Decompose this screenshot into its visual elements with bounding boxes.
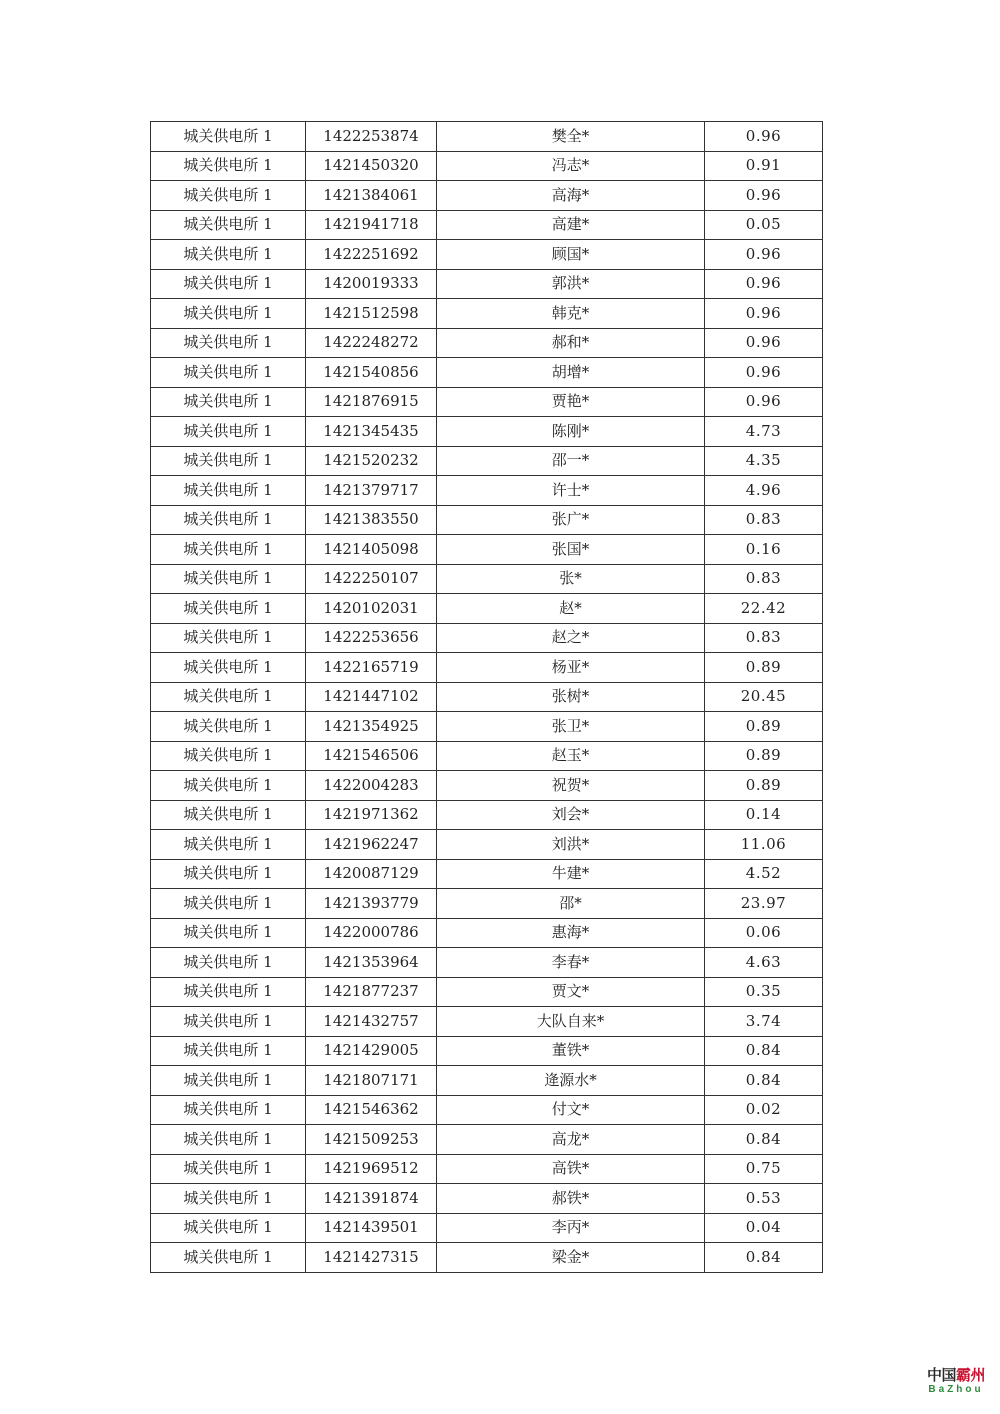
amount-cell: 0.84: [705, 1036, 823, 1066]
customer-name-cell: 贾文*: [437, 977, 705, 1007]
amount-cell: 4.73: [705, 417, 823, 447]
table-row: [151, 328, 823, 358]
table-row: [151, 859, 823, 889]
amount-cell: 4.96: [705, 476, 823, 506]
customer-name-cell: 逄源水*: [437, 1066, 705, 1096]
table-row: [151, 564, 823, 594]
account-number-cell: 1421345435: [306, 417, 437, 447]
station-cell: 城关供电所 1: [151, 269, 306, 299]
account-number-cell: 1421971362: [306, 800, 437, 830]
station-cell: 城关供电所 1: [151, 682, 306, 712]
table-row: [151, 1243, 823, 1273]
account-number-cell: 1421876915: [306, 387, 437, 417]
table-row: [151, 122, 823, 152]
station-cell: 城关供电所 1: [151, 1036, 306, 1066]
account-number-cell: 1420102031: [306, 594, 437, 624]
amount-cell: 0.75: [705, 1154, 823, 1184]
account-number-cell: 1422248272: [306, 328, 437, 358]
watermark-chinese-text: [922, 1366, 990, 1384]
customer-name-cell: 张广*: [437, 505, 705, 535]
table-row: [151, 889, 823, 919]
station-cell: 城关供电所 1: [151, 151, 306, 181]
station-cell: 城关供电所 1: [151, 1213, 306, 1243]
account-number-cell: 1421354925: [306, 712, 437, 742]
table-row: [151, 623, 823, 653]
amount-cell: 0.06: [705, 918, 823, 948]
table-row: [151, 594, 823, 624]
account-number-cell: 1421877237: [306, 977, 437, 1007]
amount-cell: 4.63: [705, 948, 823, 978]
station-cell: 城关供电所 1: [151, 594, 306, 624]
station-cell: 城关供电所 1: [151, 446, 306, 476]
amount-cell: 11.06: [705, 830, 823, 860]
station-cell: 城关供电所 1: [151, 564, 306, 594]
amount-cell: 0.84: [705, 1125, 823, 1155]
customer-name-cell: 冯志*: [437, 151, 705, 181]
station-cell: 城关供电所 1: [151, 741, 306, 771]
account-number-cell: 1421432757: [306, 1007, 437, 1037]
table-row: [151, 151, 823, 181]
amount-cell: 0.91: [705, 151, 823, 181]
station-cell: 城关供电所 1: [151, 948, 306, 978]
account-number-cell: 1421379717: [306, 476, 437, 506]
customer-name-cell: 张树*: [437, 682, 705, 712]
account-number-cell: 1421509253: [306, 1125, 437, 1155]
amount-cell: 0.84: [705, 1066, 823, 1096]
customer-name-cell: 张卫*: [437, 712, 705, 742]
account-number-cell: 1421405098: [306, 535, 437, 565]
account-number-cell: 1421391874: [306, 1184, 437, 1214]
account-number-cell: 1421384061: [306, 181, 437, 211]
amount-cell: 22.42: [705, 594, 823, 624]
account-number-cell: 1421546362: [306, 1095, 437, 1125]
station-cell: 城关供电所 1: [151, 417, 306, 447]
table-row: [151, 476, 823, 506]
customer-name-cell: 高建*: [437, 210, 705, 240]
amount-cell: 0.96: [705, 181, 823, 211]
account-number-cell: 1421393779: [306, 889, 437, 919]
watermark-text-china: 中国: [926, 1366, 956, 1384]
station-cell: 城关供电所 1: [151, 1095, 306, 1125]
account-number-cell: 1421520232: [306, 446, 437, 476]
table-row: [151, 771, 823, 801]
account-number-cell: 1422165719: [306, 653, 437, 683]
amount-cell: 4.52: [705, 859, 823, 889]
amount-cell: 0.05: [705, 210, 823, 240]
customer-name-cell: 张*: [437, 564, 705, 594]
customer-name-cell: 杨亚*: [437, 653, 705, 683]
watermark-text-bazhou: 霸州: [956, 1366, 986, 1384]
amount-cell: 0.35: [705, 977, 823, 1007]
customer-name-cell: 李春*: [437, 948, 705, 978]
customer-name-cell: 赵之*: [437, 623, 705, 653]
account-number-cell: 1421447102: [306, 682, 437, 712]
table-row: [151, 181, 823, 211]
customer-name-cell: 董铁*: [437, 1036, 705, 1066]
amount-cell: 0.89: [705, 653, 823, 683]
customer-name-cell: 李丙*: [437, 1213, 705, 1243]
amount-cell: 0.96: [705, 387, 823, 417]
amount-cell: 0.53: [705, 1184, 823, 1214]
account-number-cell: 1422000786: [306, 918, 437, 948]
table-row: [151, 741, 823, 771]
station-cell: 城关供电所 1: [151, 505, 306, 535]
amount-cell: 0.02: [705, 1095, 823, 1125]
watermark-english-text: BaZhou: [928, 1384, 984, 1395]
account-number-cell: 1421512598: [306, 299, 437, 329]
customer-name-cell: 许士*: [437, 476, 705, 506]
records-table: [150, 121, 823, 1273]
table-row: [151, 1007, 823, 1037]
customer-name-cell: 樊全*: [437, 122, 705, 152]
customer-name-cell: 邵一*: [437, 446, 705, 476]
account-number-cell: 1422253656: [306, 623, 437, 653]
table-row: [151, 1125, 823, 1155]
amount-cell: 0.96: [705, 299, 823, 329]
table-row: [151, 918, 823, 948]
station-cell: 城关供电所 1: [151, 771, 306, 801]
table-row: [151, 1154, 823, 1184]
station-cell: 城关供电所 1: [151, 1066, 306, 1096]
amount-cell: 23.97: [705, 889, 823, 919]
account-number-cell: 1421962247: [306, 830, 437, 860]
amount-cell: 0.96: [705, 358, 823, 388]
table-row: [151, 948, 823, 978]
amount-cell: 0.14: [705, 800, 823, 830]
amount-cell: 0.96: [705, 269, 823, 299]
table-row: [151, 800, 823, 830]
station-cell: 城关供电所 1: [151, 1243, 306, 1273]
customer-name-cell: 张国*: [437, 535, 705, 565]
amount-cell: 0.83: [705, 623, 823, 653]
account-number-cell: 1420087129: [306, 859, 437, 889]
station-cell: 城关供电所 1: [151, 830, 306, 860]
account-number-cell: 1422251692: [306, 240, 437, 270]
account-number-cell: 1422250107: [306, 564, 437, 594]
table-row: [151, 535, 823, 565]
customer-name-cell: 郝和*: [437, 328, 705, 358]
account-number-cell: 1420019333: [306, 269, 437, 299]
site-watermark-logo: [922, 1366, 990, 1396]
customer-name-cell: 赵*: [437, 594, 705, 624]
customer-name-cell: 胡增*: [437, 358, 705, 388]
customer-name-cell: 顾国*: [437, 240, 705, 270]
table-row: [151, 1184, 823, 1214]
account-number-cell: 1421450320: [306, 151, 437, 181]
station-cell: 城关供电所 1: [151, 358, 306, 388]
table-row: [151, 1036, 823, 1066]
table-row: [151, 1213, 823, 1243]
amount-cell: 0.89: [705, 712, 823, 742]
table-row: [151, 1095, 823, 1125]
amount-cell: 4.35: [705, 446, 823, 476]
table-row: [151, 682, 823, 712]
station-cell: 城关供电所 1: [151, 653, 306, 683]
table-row: [151, 417, 823, 447]
customer-name-cell: 牛建*: [437, 859, 705, 889]
amount-cell: 20.45: [705, 682, 823, 712]
station-cell: 城关供电所 1: [151, 1125, 306, 1155]
amount-cell: 0.83: [705, 564, 823, 594]
amount-cell: 0.16: [705, 535, 823, 565]
table-row: [151, 830, 823, 860]
customer-name-cell: 邵*: [437, 889, 705, 919]
station-cell: 城关供电所 1: [151, 240, 306, 270]
station-cell: 城关供电所 1: [151, 918, 306, 948]
table-row: [151, 712, 823, 742]
station-cell: 城关供电所 1: [151, 535, 306, 565]
customer-name-cell: 陈刚*: [437, 417, 705, 447]
customer-name-cell: 韩克*: [437, 299, 705, 329]
customer-name-cell: 大队自来*: [437, 1007, 705, 1037]
station-cell: 城关供电所 1: [151, 712, 306, 742]
amount-cell: 0.83: [705, 505, 823, 535]
amount-cell: 0.89: [705, 741, 823, 771]
customer-name-cell: 梁金*: [437, 1243, 705, 1273]
table-row: [151, 446, 823, 476]
account-number-cell: 1421969512: [306, 1154, 437, 1184]
account-number-cell: 1421807171: [306, 1066, 437, 1096]
customer-name-cell: 惠海*: [437, 918, 705, 948]
station-cell: 城关供电所 1: [151, 1184, 306, 1214]
station-cell: 城关供电所 1: [151, 476, 306, 506]
station-cell: 城关供电所 1: [151, 800, 306, 830]
records-table-body: [151, 122, 823, 1273]
station-cell: 城关供电所 1: [151, 122, 306, 152]
customer-name-cell: 祝贺*: [437, 771, 705, 801]
amount-cell: 0.96: [705, 328, 823, 358]
account-number-cell: 1421427315: [306, 1243, 437, 1273]
table-row: [151, 387, 823, 417]
amount-cell: 0.89: [705, 771, 823, 801]
station-cell: 城关供电所 1: [151, 1007, 306, 1037]
table-row: [151, 269, 823, 299]
customer-name-cell: 郝铁*: [437, 1184, 705, 1214]
station-cell: 城关供电所 1: [151, 328, 306, 358]
amount-cell: 3.74: [705, 1007, 823, 1037]
customer-name-cell: 付文*: [437, 1095, 705, 1125]
account-number-cell: 1421439501: [306, 1213, 437, 1243]
account-number-cell: 1421546506: [306, 741, 437, 771]
table-row: [151, 358, 823, 388]
station-cell: 城关供电所 1: [151, 1154, 306, 1184]
account-number-cell: 1421540856: [306, 358, 437, 388]
customer-name-cell: 贾艳*: [437, 387, 705, 417]
table-row: [151, 653, 823, 683]
station-cell: 城关供电所 1: [151, 977, 306, 1007]
table-row: [151, 977, 823, 1007]
account-number-cell: 1421353964: [306, 948, 437, 978]
amount-cell: 0.96: [705, 122, 823, 152]
station-cell: 城关供电所 1: [151, 181, 306, 211]
account-number-cell: 1421941718: [306, 210, 437, 240]
account-number-cell: 1421383550: [306, 505, 437, 535]
customer-name-cell: 刘会*: [437, 800, 705, 830]
station-cell: 城关供电所 1: [151, 299, 306, 329]
amount-cell: 0.96: [705, 240, 823, 270]
station-cell: 城关供电所 1: [151, 859, 306, 889]
station-cell: 城关供电所 1: [151, 889, 306, 919]
account-number-cell: 1421429005: [306, 1036, 437, 1066]
table-row: [151, 210, 823, 240]
account-number-cell: 1422253874: [306, 122, 437, 152]
amount-cell: 0.84: [705, 1243, 823, 1273]
customer-name-cell: 高龙*: [437, 1125, 705, 1155]
account-number-cell: 1422004283: [306, 771, 437, 801]
customer-name-cell: 赵玉*: [437, 741, 705, 771]
table-row: [151, 240, 823, 270]
customer-name-cell: 刘洪*: [437, 830, 705, 860]
table-row: [151, 299, 823, 329]
customer-name-cell: 高铁*: [437, 1154, 705, 1184]
amount-cell: 0.04: [705, 1213, 823, 1243]
station-cell: 城关供电所 1: [151, 210, 306, 240]
customer-name-cell: 高海*: [437, 181, 705, 211]
station-cell: 城关供电所 1: [151, 623, 306, 653]
table-row: [151, 1066, 823, 1096]
customer-name-cell: 郭洪*: [437, 269, 705, 299]
station-cell: 城关供电所 1: [151, 387, 306, 417]
table-row: [151, 505, 823, 535]
